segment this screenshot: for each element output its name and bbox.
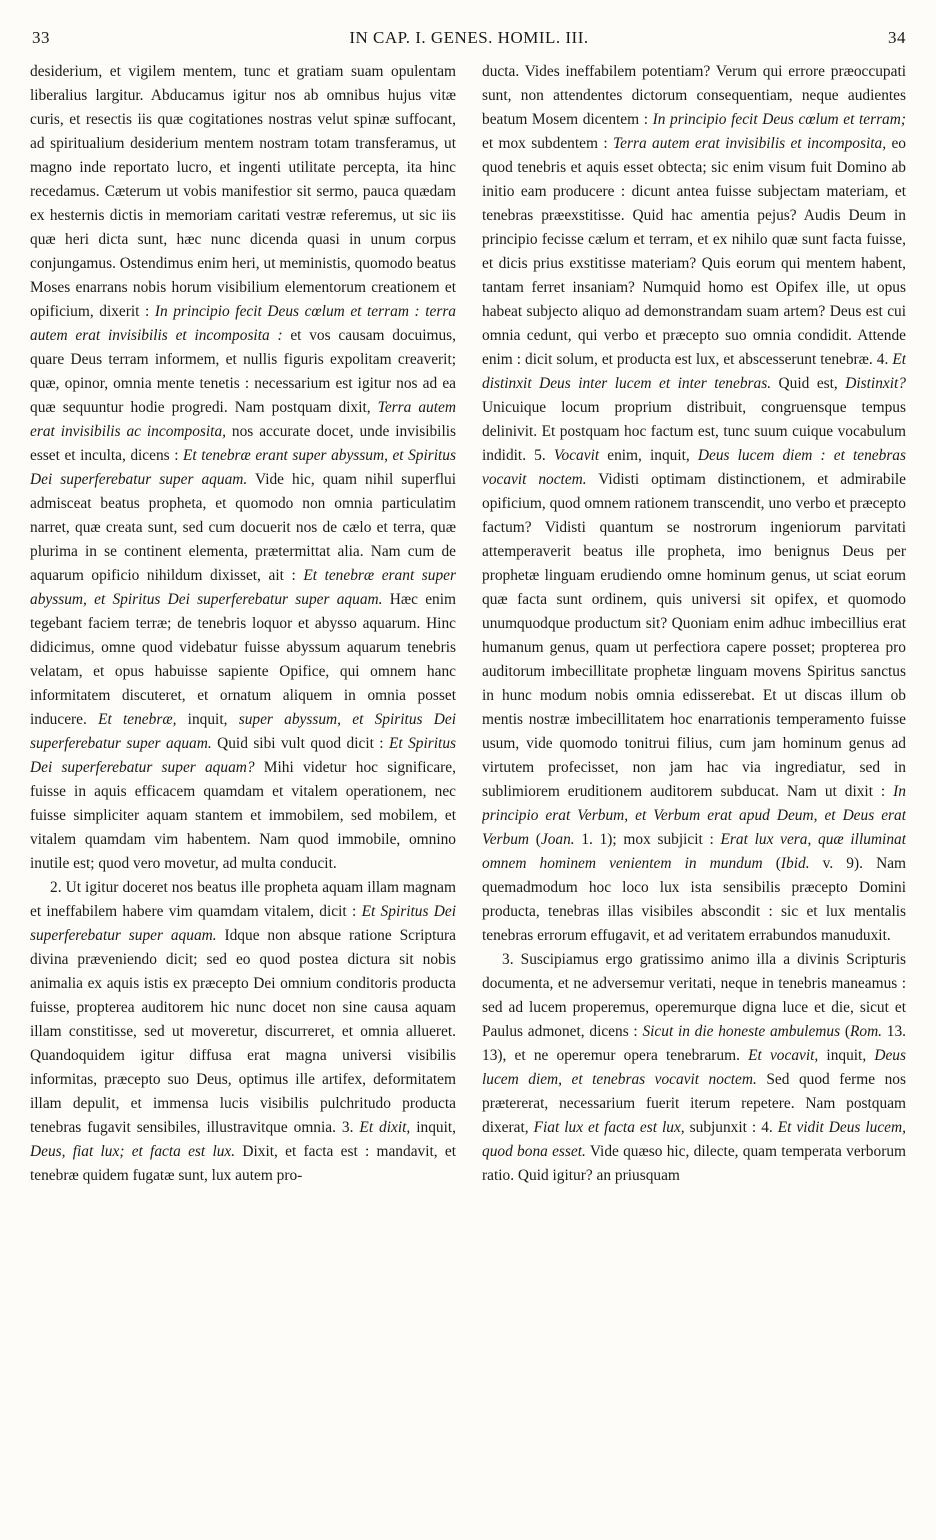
italic-quotation: Et tenebræ erant super abyssum, et Spiritus Dei superferebatur super aquam.	[30, 447, 456, 488]
text-column-left	[30, 60, 456, 1530]
text-run: Dixit, et facta est : mandavit, et tenebræ quidem fugatæ sunt, lux autem pro-	[30, 1143, 456, 1184]
text-run: Mihi videtur hoc significare, fuisse in aquis efficacem quamdam et vitalem operationem, nec fuisse simpliciter aquam stantem et immobilem, sed mobilem, et vitalem quamdam vim habentem. Nam quod immobile, omnino inutile est; quod vero movetur, ad multa conducit.	[30, 759, 456, 872]
italic-quotation: Deus lucem diem, et tenebras vocavit noctem.	[482, 1047, 906, 1088]
italic-quotation: Terra autem erat invisibilis et incomposita,	[613, 135, 887, 152]
text-run: (	[529, 831, 541, 848]
text-run: 13. 13), et ne operemur opera tenebrarum.	[482, 1023, 906, 1064]
italic-quotation: Ibid.	[780, 855, 810, 872]
text-column-right	[482, 60, 906, 1530]
page-number-right: 34	[888, 28, 906, 47]
italic-quotation: Et Spiritus Dei superferebatur super aquam.	[30, 903, 456, 944]
italic-quotation: Et tenebræ erant super abyssum, et Spiritus Dei superferebatur super aquam.	[30, 567, 456, 608]
italic-quotation: Et vidit Deus lucem, quod bona esset.	[482, 1119, 906, 1160]
italic-quotation: super abyssum, et Spiritus Dei superferebatur super aquam.	[30, 711, 456, 752]
text-run: Vidisti optimam distinctionem, et admirabile opificium, quod omnem rationem transcendit, uno verbo et præcepto factum? Vidisti quantum se nostrorum ingeniorum parvitati attemperaverit beatus ille propheta, imo benignus Deus per prophetæ linguam erudiendo omne hominum genus, ut sciat eorum quæ facta sunt ordinem, quis universi sit opifex, et quomodo unumquodque productum sit? Quoniam enim adhuc imbecillius erat humanum genus, quam ut perfectiora capere posset; propterea pro auditorum imbecillitate prophetæ linguam movens Spiritus sanctus in hunc modum nobis omnia edisserebat. Et ut discas illum ob mentis nostræ imbecillitatem hoc enarrationis temperamento fuisse usum, vide quomodo tonitrui filius, cum jam hominum genus ad virtutem profecisset, non jam hac via ingrediatur, sed in sublimiorem eruditionem auditorem subducat. Nam ut dixit :	[482, 471, 906, 800]
text-run: Sed quod ferme nos prætererat, necessarium fuerit iterum repetere. Nam postquam dixerat,	[482, 1071, 906, 1136]
italic-quotation: Et distinxit Deus inter lucem et inter tenebras.	[482, 351, 906, 392]
italic-quotation: Sicut in die honeste ambulemus	[642, 1023, 841, 1040]
text-run: enim, inquit,	[599, 447, 698, 464]
text-run: Idque non absque ratione Scriptura divina præveniendo dicit; sed eo quod postea dictura sit nobis animalia ex aquis istis ex præcepto Dei omnium conditoris producta fuisse, propterea auditorem hic nunc docet non sine causa aquam illam constitisse, sed ut moveretur, discurreret, et omnia allueret. Quandoquidem igitur diffusa erat magna universi visibilis informitas, præcepto suo Deus, optimus ille artifex, deformitatem illam depulit, et immensa lucis visibilis pulchritudo producta tenebras fugavit sensibiles, illustravitque omnia. 3.	[30, 927, 456, 1136]
text-run: (	[840, 1023, 850, 1040]
italic-quotation: Terra autem erat invisibilis ac incomposita,	[30, 399, 456, 440]
text-run: Quid sibi vult quod dicit :	[211, 735, 390, 752]
text-run: Unicuique locum proprium distribuit, congruensque tempus delinivit. Et postquam hoc factum est, tunc suum cuique vocabulum indidit. 5.	[482, 399, 906, 464]
paragraph	[482, 948, 906, 1188]
text-run: 3. Suscipiamus ergo gratissimo animo illa a divinis Scripturis documenta, et ne adversemur veritati, neque in tenebris maneamus : sed ad lucem properemus, operemurque digna luce et die, sicut et Paulus admonet, dicens :	[482, 951, 906, 1040]
italic-quotation: Rom.	[849, 1023, 883, 1040]
italic-quotation: Et dixit,	[359, 1119, 411, 1136]
text-run: Quid est,	[771, 375, 846, 392]
text-run: Hæc enim tegebant faciem terræ; de tenebris loquor et abysso aquarum. Hinc didicimus, omne quod videbatur fuisse abyssum aquarum tenebris velatam, et opus habuisse sapiente Opifice, qui omnem hanc informitatem discuteret, et ornatum aliquem in omnia posset inducere.	[30, 591, 456, 728]
italic-quotation: In principio fecit Deus cœlum et terram;	[652, 111, 906, 128]
text-run: Vide quæso hic, dilecte, quam temperata verborum ratio. Quid igitur? an priusquam	[482, 1143, 906, 1184]
text-run: inquit,	[818, 1047, 875, 1064]
text-run: et vos causam docuimus, quare Deus terram informem, et nullis figuris expolitam creaverit; quæ, opinor, omnia mente tenetis : necessarium est igitur nos ad ea quæ sequuntur hodie progredi. Nam postquam dixit,	[30, 327, 456, 416]
italic-quotation: Distinxit?	[845, 375, 906, 392]
text-run: v. 9). Nam quemadmodum hoc loco lux ista sensibilis præcepto Domini producta, tenebras illas visibiles abscondit : sic et lux mentalis tenebras errorum effugavit, et ad veritatem errabundos manuduxit.	[482, 855, 906, 944]
running-title: IN CAP. I. GENES. HOMIL. III.	[349, 28, 589, 47]
paragraph	[30, 60, 456, 876]
italic-quotation: Fiat lux et facta est lux,	[533, 1119, 685, 1136]
italic-quotation: Et tenebræ,	[98, 711, 177, 728]
text-run: (	[762, 855, 781, 872]
italic-quotation: Deus, fiat lux; et facta est lux.	[30, 1143, 236, 1160]
italic-quotation: Et vocavit,	[748, 1047, 819, 1064]
running-header	[32, 28, 906, 56]
text-run: desiderium, et vigilem mentem, tunc et gratiam suam opulentam liberalius largitur. Abducamus igitur nos ab omnibus hujus vitæ curis, et resectis iis quæ cogitationes nostras velut spinæ suffocant, ad spiritualium desiderium mentem nostram totam transferamus, ut magno inde reportato lucro, et ingenti utilitate percepta, ita hinc recedamus. Cæterum ut vobis manifestior sit sermo, pauca quædam ex hesternis dictis in memoriam caritati vestræ referemus, ut sic iis quæ heri dicta sunt, hæc nunc dicenda quasi in unum corpus conjungamus. Ostendimus enim heri, ut meministis, quomodo beatus Moses enarrans nobis horum visibilium elementorum creationem et opificium, dixerit :	[30, 63, 456, 320]
text-run: nos accurate docet, unde invisibilis esset et inculta, dicens :	[30, 423, 456, 464]
text-run: Vide hic, quam nihil superflui admisceat beatus propheta, et quomodo non omnia particulatim narret, quæ creata sunt, sed cum docuerit nos de cælo et terra, quæ plurima in se continent elementa, prætermittat alia. Nam cum de aquarum opificio nihildum dixisset, ait :	[30, 471, 456, 584]
text-run: ducta. Vides ineffabilem potentiam? Verum qui errore præoccupati sunt, non attendentes dictorum consequentiam, neque audientes beatum Mosem dicentem :	[482, 63, 906, 128]
text-run: eo quod tenebris et aquis esset obtecta; sic enim visum fuit Domino ab initio eam producere : dicunt antea fuisse subjectam materiam, et tenebras præexstitisse. Quid hac amentia pejus? Audis Deum in principio fecisse cælum et terram, et ex nihilo quæ sunt facta fuisse, et dicis prius exstitisse materiam? Quis eorum qui mentem habent, tantam ferret insaniam? Numquid homo est Opifex ille, ut opus habeat subjecto aliquo ad demonstrandam suam artem? Deus est cui omnia cedunt, qui verbo et præcepto suo omnia condidit. Attende enim : dicit solum, et producta est lux, et abscesserunt tenebræ. 4.	[482, 135, 906, 368]
italic-quotation: Erat lux vera, quæ illuminat omnem hominem venientem in mundum	[482, 831, 906, 872]
italic-quotation: In principio fecit Deus cœlum et terram : terra autem erat invisibilis et incomposita :	[30, 303, 456, 344]
text-run: 1. 1); mox subjicit :	[574, 831, 721, 848]
paragraph	[482, 60, 906, 948]
italic-quotation: In principio erat Verbum, et Verbum erat apud Deum, et Deus erat Verbum	[482, 783, 906, 848]
page-number-left: 33	[32, 28, 50, 47]
text-run: subjunxit : 4.	[684, 1119, 778, 1136]
italic-quotation: Et Spiritus Dei superferebatur super aquam?	[30, 735, 456, 776]
text-run: inquit,	[410, 1119, 456, 1136]
italic-quotation: Joan.	[540, 831, 575, 848]
text-run: inquit,	[176, 711, 239, 728]
italic-quotation: Vocavit	[553, 447, 600, 464]
paragraph	[30, 876, 456, 1188]
text-run: et mox subdentem :	[482, 135, 613, 152]
text-run: 2. Ut igitur doceret nos beatus ille propheta aquam illam magnam et ineffabilem habere vim quamdam vitalem, dicit :	[30, 879, 456, 920]
italic-quotation: Deus lucem diem : et tenebras vocavit noctem.	[482, 447, 906, 488]
